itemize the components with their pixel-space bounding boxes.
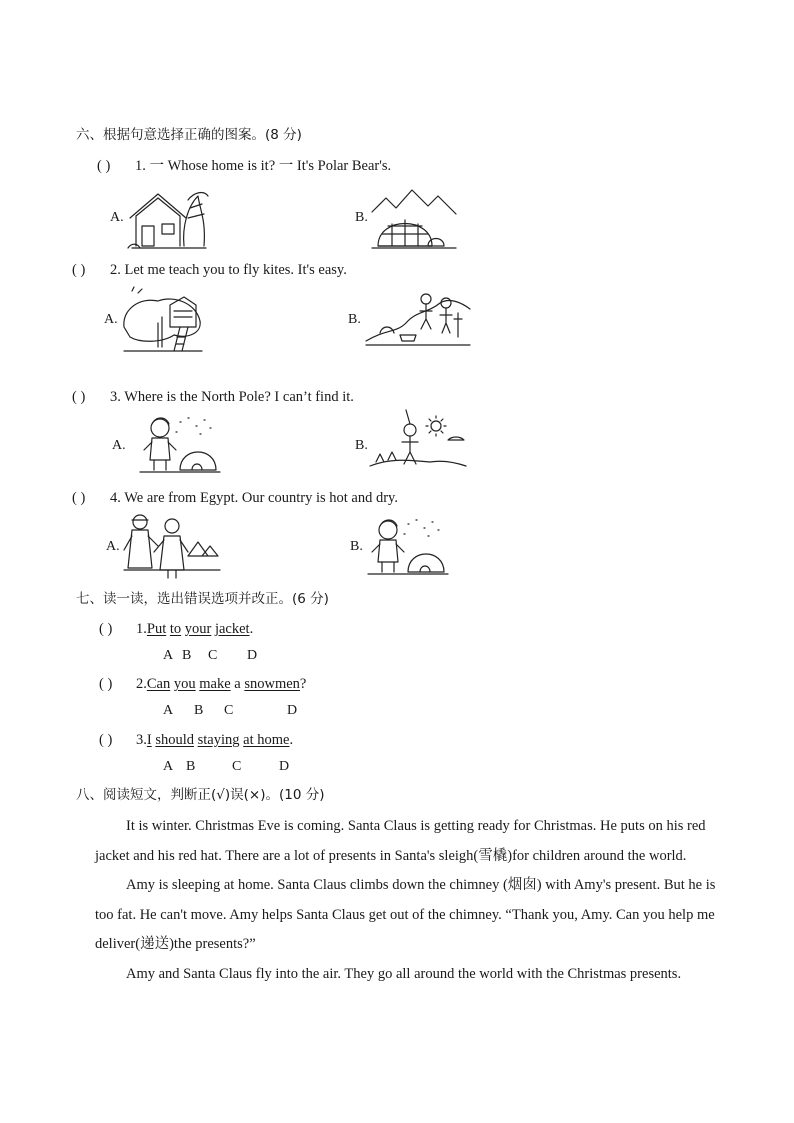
answer-blank-7-1[interactable]: ( ) [99, 621, 113, 637]
section-6-title: 六、根据句意选择正确的图案。(8 分) [76, 127, 302, 143]
question-6-1-text: 1. 一 Whose home is it? 一 It's Polar Bear's. [135, 158, 392, 174]
option-letter-d: D [247, 648, 258, 663]
option-c-word: make [199, 676, 231, 692]
option-letter-b: B [194, 703, 204, 718]
question-number: 3. [136, 732, 147, 748]
tree-house-picture[interactable] [122, 287, 204, 358]
option-b-label: B. [355, 210, 368, 225]
sentence-end: . [249, 621, 254, 637]
option-d-word: at home [243, 732, 290, 748]
child-snow-igloo-picture[interactable] [368, 516, 448, 581]
option-letter-c: C [208, 648, 218, 663]
option-d-word: snowmen [244, 676, 300, 692]
child-snow-igloo-picture[interactable] [140, 414, 220, 479]
question-7-3-sentence [136, 731, 293, 749]
answer-blank-6-3[interactable]: ( ) [72, 389, 86, 405]
question-number: 1. [136, 621, 147, 637]
passage-paragraph-3: Amy and Santa Claus fly into the air. They go all around the world with the Christmas presents. [126, 965, 682, 982]
option-letter-c: C [224, 703, 234, 718]
option-letter-a: A [163, 703, 174, 718]
question-number: 2. [136, 676, 147, 692]
option-b-label: B. [355, 438, 368, 453]
question-6-3-text: 3. Where is the North Pole? I can’t find it. [110, 389, 354, 405]
option-c-word: staying [197, 732, 240, 748]
answer-blank-6-1[interactable]: ( ) [97, 158, 111, 174]
option-b-label: B. [350, 539, 363, 554]
option-a-label: A. [112, 438, 126, 453]
girl-with-kite-picture[interactable] [370, 410, 466, 477]
option-b-word: should [155, 732, 195, 748]
question-7-1-sentence [136, 620, 253, 638]
sentence-end: . [289, 732, 294, 748]
question-6-4-text: 4. We are from Egypt. Our country is hot and dry. [110, 490, 398, 506]
section-8-title: 八、阅读短文，判断正(√)误(×)。(10 分) [76, 787, 325, 803]
house-picture[interactable] [128, 186, 210, 257]
option-letter-a: A [163, 759, 174, 774]
sentence-end: ? [299, 676, 307, 692]
answer-blank-7-2[interactable]: ( ) [99, 676, 113, 692]
question-6-2-text: 2. Let me teach you to fly kites. It's easy. [110, 262, 347, 278]
option-b-word: to [169, 621, 182, 637]
answer-blank-6-2[interactable]: ( ) [72, 262, 86, 278]
option-d-word: jacket [214, 621, 250, 637]
answer-blank-6-4[interactable]: ( ) [72, 490, 86, 506]
option-letter-a: A [163, 648, 174, 663]
egypt-people-pyramids-picture[interactable] [124, 512, 220, 585]
option-b-word: you [173, 676, 196, 692]
option-a-label: A. [106, 539, 120, 554]
article-word: a [234, 676, 241, 692]
option-a-word: Put [146, 621, 167, 637]
option-letter-d: D [279, 759, 290, 774]
question-7-2-sentence [136, 675, 306, 693]
reading-passage [95, 812, 731, 989]
option-a-label: A. [104, 312, 118, 327]
option-a-word: Can [146, 676, 171, 692]
option-a-label: A. [110, 210, 124, 225]
kids-picnic-picture[interactable] [366, 289, 470, 352]
igloo-picture[interactable] [372, 188, 456, 255]
option-letter-b: B [182, 648, 192, 663]
option-letter-b: B [186, 759, 196, 774]
option-c-word: your [184, 621, 212, 637]
section-7-title: 七、读一读，选出错误选项并改正。(6 分) [76, 591, 329, 607]
option-letter-d: D [287, 703, 298, 718]
passage-paragraph-1: It is winter. Christmas Eve is coming. Santa Claus is getting ready for Christmas. He puts on his red jacket and his red hat. There are a lot of presents in Santa's sleigh(雪橇)for children around the world. [95, 818, 706, 864]
option-b-label: B. [348, 312, 361, 327]
answer-blank-7-3[interactable]: ( ) [99, 732, 113, 748]
passage-paragraph-2: Amy is sleeping at home. Santa Claus climbs down the chimney (烟囱) with Amy's present. But he is too fat. He can't move. Amy helps Santa Claus get out of the chimney. “Thank you, Amy. Can you help me deliver(递送)the presents?” [95, 877, 716, 952]
option-letter-c: C [232, 759, 242, 774]
option-a-word: I [146, 732, 152, 748]
